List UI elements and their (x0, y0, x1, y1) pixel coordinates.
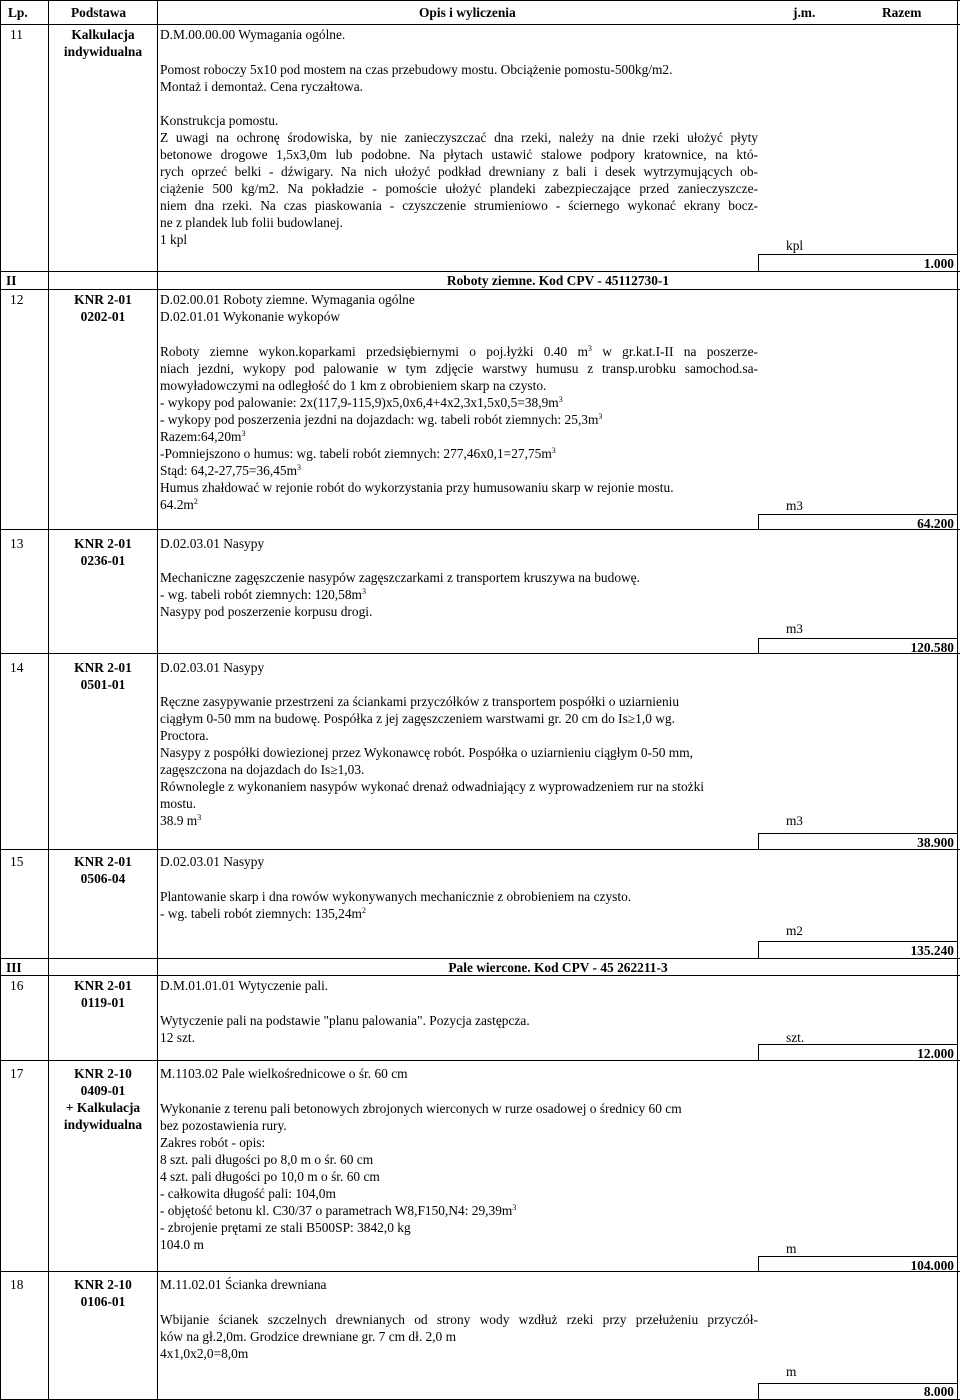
desc-line: - zbrojenie prętami ze stali B500SP: 3842,0 kg (160, 1220, 411, 1235)
desc-line: Wytyczenie pali na podstawie "planu palowania". Pozycja zastępcza. (160, 1013, 530, 1028)
item-13-spec: D.02.03.01 Nasypy (160, 536, 265, 551)
item-11-razem: 1.000 (923, 256, 954, 271)
desc-line: zagęszczona na dojazdach do Is≥1,03. (160, 762, 365, 777)
podstawa-line: indywidualna (63, 1117, 143, 1132)
item-16-lp: 16 (10, 978, 24, 993)
podstawa-line: + Kalkulacja (65, 1100, 141, 1115)
desc-line: niem dna rzeki. Na czas piaskowania - czyszczenie strumieniowo - ściernego wykonać ekrany bocz- (160, 198, 758, 213)
item-11-podstawa (49, 26, 157, 60)
item-13-podstawa (49, 535, 157, 569)
podstawa-line: KNR 2-10 (74, 1277, 132, 1292)
desc-line: Zakres robót - opis: (160, 1135, 266, 1150)
item-14-spec: D.02.03.01 Nasypy (160, 660, 265, 675)
desc-line: Humus zhałdować w rejonie robót do wykorzystania przy humusowaniu skarp w rejonie mostu. (160, 480, 674, 495)
spec-line: D.02.00.01 Roboty ziemne. Wymagania ogólne (160, 292, 415, 307)
header-razem: Razem (882, 5, 922, 20)
item-15-razem: 135.240 (910, 943, 954, 958)
desc-line: ne z plandek lub folii budowlanej. (160, 215, 343, 230)
item-16-description (160, 1012, 758, 1046)
desc-line: - wg. tabeli robót ziemnych: $135,24m^2$ (160, 906, 366, 921)
desc-line: Nasypy z pospółki dowiezionej przez Wykonawcę robót. Pospółka o uziarnieniu ciągłym 0-50 mm, (160, 745, 693, 760)
desc-line: Wbijanie ścianek szczelnych drewnianych od strony wody wzdłuż rzeki przy przełużeniu przyczół- (160, 1312, 758, 1327)
desc-line: rych oprzeć belki - dźwigary. Na nich ułożyć podkład drewniany z bali i desek wytrzymujących ob- (160, 164, 758, 179)
item-17-lp: 17 (10, 1066, 24, 1081)
desc-line: ciążenie 500 kg/m2. Na pokładzie - pomoście ułożyć plandeki zabezpieczające przed zanieczyszcze- (160, 181, 758, 196)
podstawa-line: indywidualna (63, 44, 143, 59)
item-11-description (160, 61, 758, 248)
desc-line: - wykopy pod palowanie: $2x(117,9-115,9)x5,0x6,4+4x2,3x1,5x0,5=38,9m^3$ (160, 395, 563, 410)
item-17-razem: 104.000 (910, 1258, 954, 1273)
section-2-number: II (6, 273, 17, 288)
podstawa-line: KNR 2-01 (74, 660, 132, 675)
podstawa-line: 0202-01 (80, 309, 126, 324)
spec-line: D.02.01.01 Wykonanie wykopów (160, 309, 341, 324)
podstawa-line: 0119-01 (81, 995, 125, 1010)
podstawa-line: KNR 2-01 (74, 978, 132, 993)
item-18-spec: M.11.02.01 Ścianka drewniana (160, 1277, 327, 1292)
desc-line: - wykopy pod poszerzenia jezdni na dojazdach: wg. tabeli robót ziemnych: $25,3m^3$ (160, 412, 603, 427)
desc-line (160, 95, 758, 112)
header-podstawa: Podstawa (71, 5, 127, 20)
desc-line: Proctora. (160, 728, 209, 743)
desc-line: 12 szt. (160, 1030, 195, 1045)
header-opis: Opis i wyliczenia (419, 5, 516, 20)
item-16-jm: szt. (786, 1030, 805, 1045)
desc-line: -Pomniejszono o humus: wg. tabeli robót ziemnych: $277,46x0,1=27,75m^3$ (160, 446, 556, 461)
item-17-jm: m (786, 1241, 797, 1256)
desc-line: 8 szt. pali długości po 8,0 m o śr. 60 cm (160, 1152, 374, 1167)
desc-line: Nasypy pod poszerzenie korpusu drogi. (160, 604, 373, 619)
item-14-description (160, 693, 758, 829)
item-15-spec: D.02.03.01 Nasypy (160, 854, 265, 869)
item-13-lp: 13 (10, 536, 24, 551)
item-13-jm: m3 (786, 621, 803, 636)
item-13-razem: 120.580 (910, 640, 954, 655)
desc-line: Wykonanie z terenu pali betonowych zbrojonych wierconych w rurze osadowej o średnicy 60 cm (160, 1101, 682, 1116)
item-14-lp: 14 (10, 660, 24, 675)
desc-line: bez pozostawienia rury. (160, 1118, 287, 1133)
item-18-description (160, 1311, 758, 1362)
podstawa-line: 0106-01 (80, 1294, 126, 1309)
item-12-podstawa (49, 291, 157, 325)
desc-line: ciągłym 0-50 mm na budowę. Pospółka z jej zagęszczeniem warstwami gr. 20 cm do Is≥1,0 wg. (160, 711, 675, 726)
item-14-podstawa (49, 659, 157, 693)
podstawa-line: KNR 2-10 (74, 1066, 132, 1081)
item-11-spec: D.M.00.00.00 Wymagania ogólne. (160, 27, 346, 42)
desc-line: mowyładowczymi na odległość do 1 km z obrobieniem skarp na czysto. (160, 378, 547, 393)
podstawa-line: Kalkulacja (71, 27, 135, 42)
section-3-number: III (6, 960, 22, 975)
desc-line: $64.2m^2$ (160, 497, 198, 512)
podstawa-line: 0506-04 (80, 871, 126, 886)
desc-line: Plantowanie skarp i dna rowów wykonywanych mechanicznie z obrobieniem na czysto. (160, 889, 632, 904)
desc-line: - całkowita długość pali: 104,0m (160, 1186, 336, 1201)
desc-line: Ręczne zasypywanie przestrzeni za ściankami przyczółków z transportem pospółki o uziarnieniu (160, 694, 680, 709)
desc-line: Montaż i demontaż. Cena ryczałtowa. (160, 79, 364, 94)
item-15-description (160, 888, 758, 922)
item-14-jm: m3 (786, 813, 803, 828)
item-12-spec (160, 291, 415, 325)
desc-line: Z uwagi na ochronę środowiska, by nie zanieczyszczać dna rzeki, należy na dnie rzeki ułożyć płyty (160, 130, 758, 145)
desc-line: Pomost roboczy 5x10 pod mostem na czas przebudowy mostu. Obciążenie pomostu-500kg/m2. (160, 62, 673, 77)
item-16-razem: 12.000 (917, 1046, 954, 1061)
item-18-podstawa (49, 1276, 157, 1310)
desc-line: Mechaniczne zagęszczenie nasypów zagęszczarkami z transportem kruszywa na budowę. (160, 570, 640, 585)
item-14-razem: 38.900 (917, 835, 954, 850)
desc-line: $Razem:64,20m^3$ (160, 429, 246, 444)
desc-line: betonowe drogowe 1,5x3,0m lub podobne. Na płytach ustawić stalowe podpory kratownice, na któ- (160, 147, 758, 162)
desc-line: Stąd: $64,2-27,75=36,45m^3$ (160, 463, 301, 478)
desc-line: Konstrukcja pomostu. (160, 113, 279, 128)
desc-line: ków na gł.2,0m. Grodzice drewniane gr. 7 cm dł. 2,0 m (160, 1329, 457, 1344)
item-12-description (160, 343, 758, 513)
item-13-description (160, 569, 758, 620)
desc-line: Roboty ziemne wykon.koparkami przedsiębiernymi o poj.łyżki 0.40 $m^3$ w gr.kat.I-II na poszerze- (160, 344, 758, 359)
header-lp: Lp. (8, 5, 28, 20)
desc-line: 4x1,0x2,0=8,0m (160, 1346, 249, 1361)
item-18-jm: m (786, 1364, 797, 1379)
podstawa-line: 0501-01 (80, 677, 126, 692)
item-18-razem: 8.000 (923, 1384, 954, 1399)
section-3-title: Pale wiercone. Kod CPV - 45 262211-3 (448, 960, 668, 975)
item-12-jm: m3 (786, 498, 803, 513)
podstawa-line: KNR 2-01 (74, 292, 132, 307)
podstawa-line: 0236-01 (80, 553, 126, 568)
desc-line: niach jezdni, wykopy pod palowanie w tym zdjęcie warstwy humusu z transp.urobku samochod.sa- (160, 361, 758, 376)
item-17-description (160, 1100, 758, 1253)
desc-line: 4 szt. pali długości po 10,0 m o śr. 60 cm (160, 1169, 380, 1184)
item-11-jm: kpl (786, 238, 804, 253)
item-12-razem: 64.200 (917, 516, 954, 531)
podstawa-line: KNR 2-01 (74, 536, 132, 551)
desc-line: 104.0 m (160, 1237, 204, 1252)
podstawa-line: KNR 2-01 (74, 854, 132, 869)
desc-line: - wg. tabeli robót ziemnych: $120,58m^3$ (160, 587, 366, 602)
item-11-lp: 11 (10, 27, 23, 42)
header-jm: j.m. (793, 5, 816, 20)
item-17-spec: M.1103.02 Pale wielkośrednicowe o śr. 60 cm (160, 1066, 408, 1081)
desc-line: - objętość betonu kl. C30/37 o parametrach W8,F150,N4: $29,39m^3$ (160, 1203, 517, 1218)
item-15-jm: m2 (786, 923, 803, 938)
item-12-lp: 12 (10, 292, 24, 307)
item-15-lp: 15 (10, 854, 24, 869)
desc-line: mostu. (160, 796, 197, 811)
podstawa-line: 0409-01 (80, 1083, 126, 1098)
item-16-podstawa (49, 977, 157, 1011)
desc-line: Równolegle z wykonaniem nasypów wykonać drenaż odwadniający z wyprowadzeniem rur na stożki (160, 779, 705, 794)
desc-line: 1 kpl (160, 232, 188, 247)
desc-line: 38.9 $m^3$ (160, 813, 202, 828)
item-15-podstawa (49, 853, 157, 887)
item-16-spec: D.M.01.01.01 Wytyczenie pali. (160, 978, 329, 993)
item-18-lp: 18 (10, 1277, 24, 1292)
section-2-title: Roboty ziemne. Kod CPV - 45112730-1 (446, 273, 670, 288)
item-17-podstawa (49, 1065, 157, 1133)
